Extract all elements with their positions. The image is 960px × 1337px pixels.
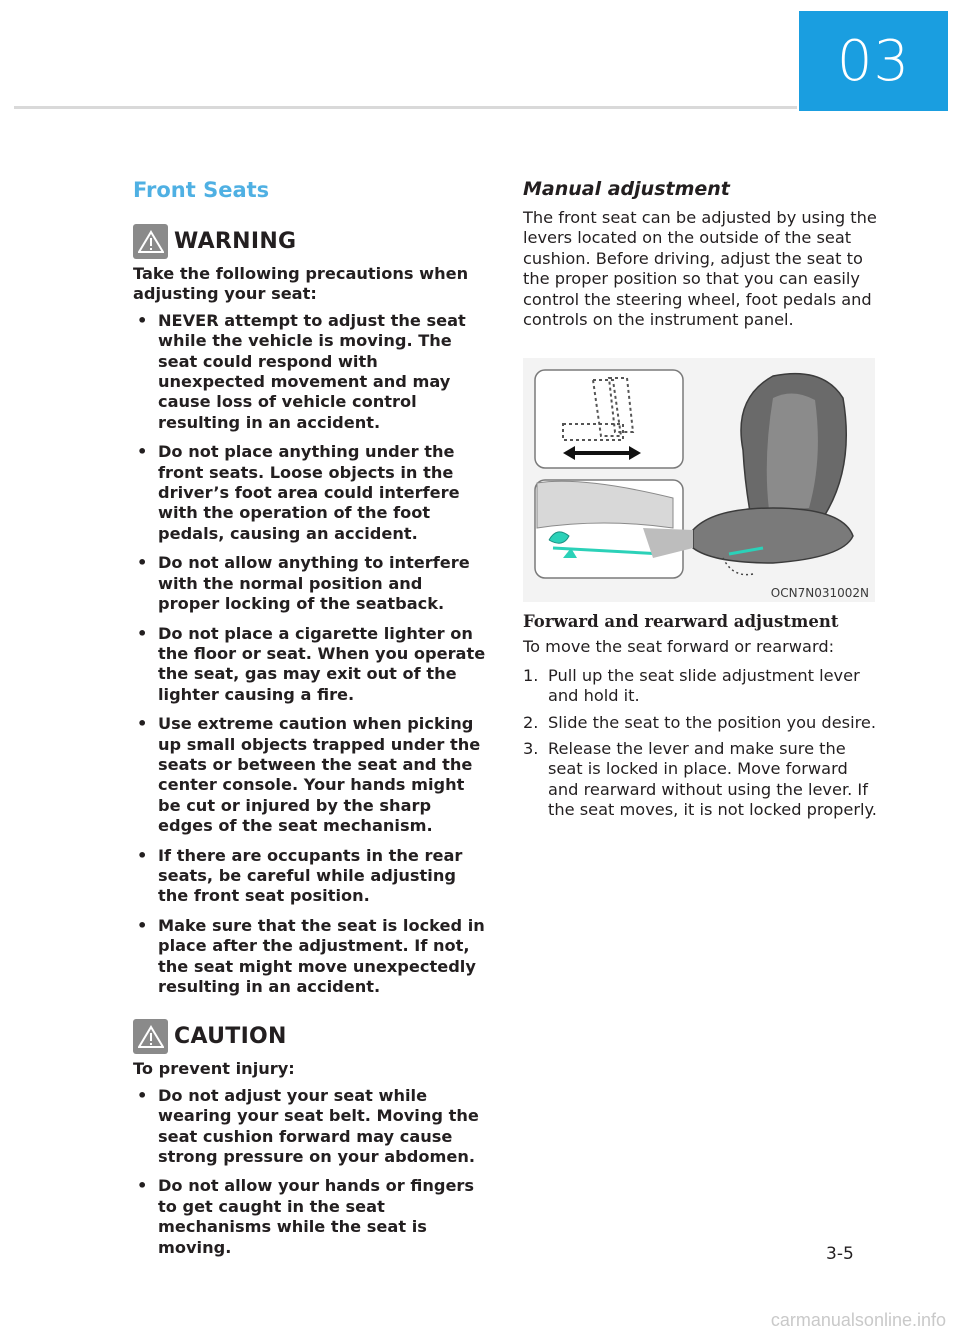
- step-item: 3. Release the lever and make sure the seat is locked in place. Move forward and rearward without using the lever. If the seat moves, it is not locked properly.: [523, 739, 877, 820]
- caution-title: CAUTION: [174, 1024, 287, 1050]
- right-column: [523, 178, 878, 827]
- page-number: 3-5: [826, 1244, 854, 1264]
- section-title: Front Seats: [133, 178, 270, 202]
- manual-adjustment-title: Manual adjustment: [523, 178, 730, 200]
- warning-header: [133, 224, 488, 259]
- warning-intro: Take the following precautions when adjusting your seat:: [133, 264, 469, 304]
- warning-item: • Do not place a cigarette lighter on the floor or seat. When you operate the seat, gas may exit out of the lighter causing a fire.: [137, 623, 486, 704]
- figure-code: OCN7N031002N: [770, 586, 869, 601]
- caution-intro: To prevent injury:: [133, 1059, 295, 1079]
- warning-list: [133, 311, 488, 998]
- warning-item: • If there are occupants in the rear seats, be careful while adjusting the front seat position.: [137, 845, 463, 906]
- seat-adjustment-figure: [523, 358, 875, 602]
- warning-block: [133, 224, 488, 997]
- step-item: 2. Slide the seat to the position you desire.: [523, 712, 876, 732]
- caution-header: [133, 1019, 488, 1054]
- header-rule: [14, 106, 797, 109]
- warning-item: • Do not place anything under the front seats. Loose objects in the driver’s foot area could interfere with the operation of the foot pedals, causing an accident.: [137, 442, 460, 543]
- left-column: [133, 178, 488, 1267]
- warning-title: WARNING: [174, 229, 297, 254]
- warning-triangle-icon: [133, 224, 168, 259]
- figure-caption: Forward and rearward adjustment: [523, 612, 839, 632]
- step-item: 1. Pull up the seat slide adjustment lever and hold it.: [523, 665, 860, 706]
- manual-adjustment-intro: The front seat can be adjusted by using the levers located on the outside of the seat cushion. Before driving, adjust the seat to the proper position so that you can easily control the steering wheel, foot pedals and controls on the instrument panel.: [523, 208, 877, 330]
- warning-item: • Do not allow anything to interfere with the normal position and proper locking of the seatback.: [137, 553, 470, 614]
- seat-illustration: [523, 358, 875, 602]
- caution-block: [133, 1019, 488, 1258]
- caution-item: • Do not adjust your seat while wearing your seat belt. Moving the seat cushion forward may cause strong pressure on your abdomen.: [137, 1085, 479, 1167]
- chapter-tab: 03: [799, 11, 948, 111]
- warning-item: • Use extreme caution when picking up small objects trapped under the seats or between the seat and the center console. Your hands might be cut or injured by the sharp edges of the seat mechanism.: [137, 714, 481, 836]
- caution-triangle-icon: [133, 1019, 168, 1054]
- steps-list: [523, 666, 878, 821]
- caution-list: [133, 1086, 488, 1258]
- warning-item: • NEVER attempt to adjust the seat while the vehicle is moving. The seat could respond with unexpected movement and may cause loss of vehicle control resulting in an accident.: [137, 310, 466, 432]
- warning-item: • Make sure that the seat is locked in place after the adjustment. If not, the seat might move unexpectedly resulting in an accident.: [137, 915, 485, 996]
- steps-intro: To move the seat forward or rearward:: [523, 637, 835, 657]
- caution-item: • Do not allow your hands or fingers to get caught in the seat mechanisms while the seat is moving.: [137, 1176, 475, 1257]
- watermark: carmanualsonline.info: [770, 1310, 946, 1330]
